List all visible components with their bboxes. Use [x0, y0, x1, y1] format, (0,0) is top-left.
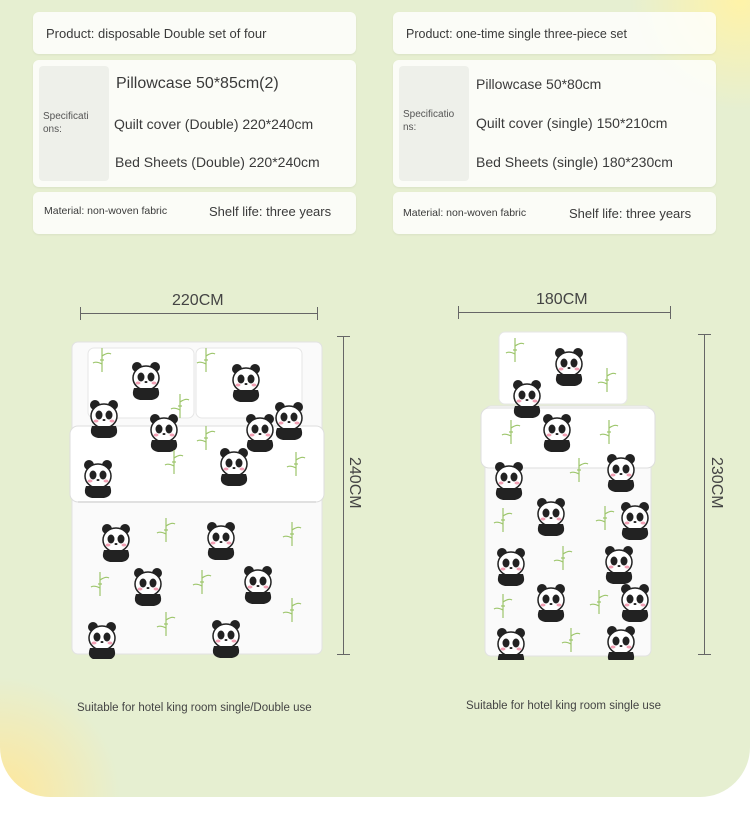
panda-icon [84, 460, 112, 498]
right-spec-label-line1: Specificatio [403, 109, 455, 120]
left-spec-3: Bed Sheets (Double) 220*240cm [115, 154, 320, 170]
panda-icon [607, 454, 635, 492]
panda-icon [150, 414, 178, 452]
panda-icon [497, 548, 525, 586]
left-spec-label-box [39, 66, 109, 181]
right-spec-2: Quilt cover (single) 150*210cm [476, 115, 668, 131]
panda-icon [495, 462, 523, 500]
panda-icon [207, 522, 235, 560]
panda-icon [543, 414, 571, 452]
left-height-cap-end [337, 654, 350, 655]
panda-icon [88, 622, 116, 659]
double-bedding-illustration [66, 334, 328, 659]
right-width-line [458, 312, 671, 313]
left-product-text: Product: disposable Double set of four [46, 26, 267, 41]
panda-icon [220, 448, 248, 486]
right-spec-3: Bed Sheets (single) 180*230cm [476, 154, 673, 170]
panda-icon [134, 568, 162, 606]
right-width-cap-start [458, 306, 459, 319]
right-spec-label-box [399, 66, 469, 181]
left-width-label: 220CM [172, 292, 224, 309]
left-height-cap-start [337, 336, 350, 337]
panda-icon [102, 524, 130, 562]
left-caption: Suitable for hotel king room single/Double use [77, 702, 312, 714]
left-width-cap-start [80, 307, 81, 320]
right-height-cap-start [698, 334, 711, 335]
panda-icon [132, 362, 160, 400]
right-height-line [704, 334, 705, 655]
panda-icon [605, 546, 633, 584]
right-material-text: Material: non-woven fabric [403, 207, 527, 219]
left-shelf-life-text: Shelf life: three years [209, 204, 332, 219]
panda-icon [246, 414, 274, 452]
panda-icon [275, 402, 303, 440]
left-width-cap-end [317, 307, 318, 320]
panda-icon [555, 348, 583, 386]
right-spec-1: Pillowcase 50*80cm [476, 76, 602, 92]
panda-icon [90, 400, 118, 438]
right-caption: Suitable for hotel king room single use [466, 700, 661, 712]
left-material-card [33, 192, 356, 234]
left-spec-1: Pillowcase 50*85cm(2) [116, 75, 279, 92]
panda-icon [537, 584, 565, 622]
panda-icon [212, 620, 240, 658]
right-width-cap-end [670, 306, 671, 319]
right-width-label: 180CM [536, 291, 588, 308]
panda-icon [607, 626, 635, 660]
left-spec-2: Quilt cover (Double) 220*240cm [114, 116, 314, 132]
left-height-line [343, 336, 344, 655]
left-spec-label-line1: Specificati [43, 111, 89, 122]
panda-icon [497, 628, 525, 660]
left-spec-label-line2: ons: [43, 124, 62, 135]
panda-icon [621, 502, 649, 540]
panda-icon [244, 566, 272, 604]
single-bedding-illustration [479, 330, 657, 660]
right-height-cap-end [698, 654, 711, 655]
panda-icon [621, 584, 649, 622]
right-shelf-life-text: Shelf life: three years [569, 206, 692, 221]
left-spec-card [33, 60, 356, 187]
right-material-card [393, 192, 716, 234]
panda-icon [513, 380, 541, 418]
right-product-card [393, 12, 716, 54]
right-height-label: 230CM [708, 457, 725, 509]
left-product-card [33, 12, 356, 54]
panda-icon [537, 498, 565, 536]
panda-icon [232, 364, 260, 402]
right-product-text: Product: one-time single three-piece set [406, 27, 627, 41]
left-height-label: 240CM [346, 457, 363, 509]
left-material-text: Material: non-woven fabric [44, 205, 168, 217]
left-width-line [80, 313, 318, 314]
right-spec-card [393, 60, 716, 187]
right-spec-label-line2: ns: [403, 122, 417, 133]
